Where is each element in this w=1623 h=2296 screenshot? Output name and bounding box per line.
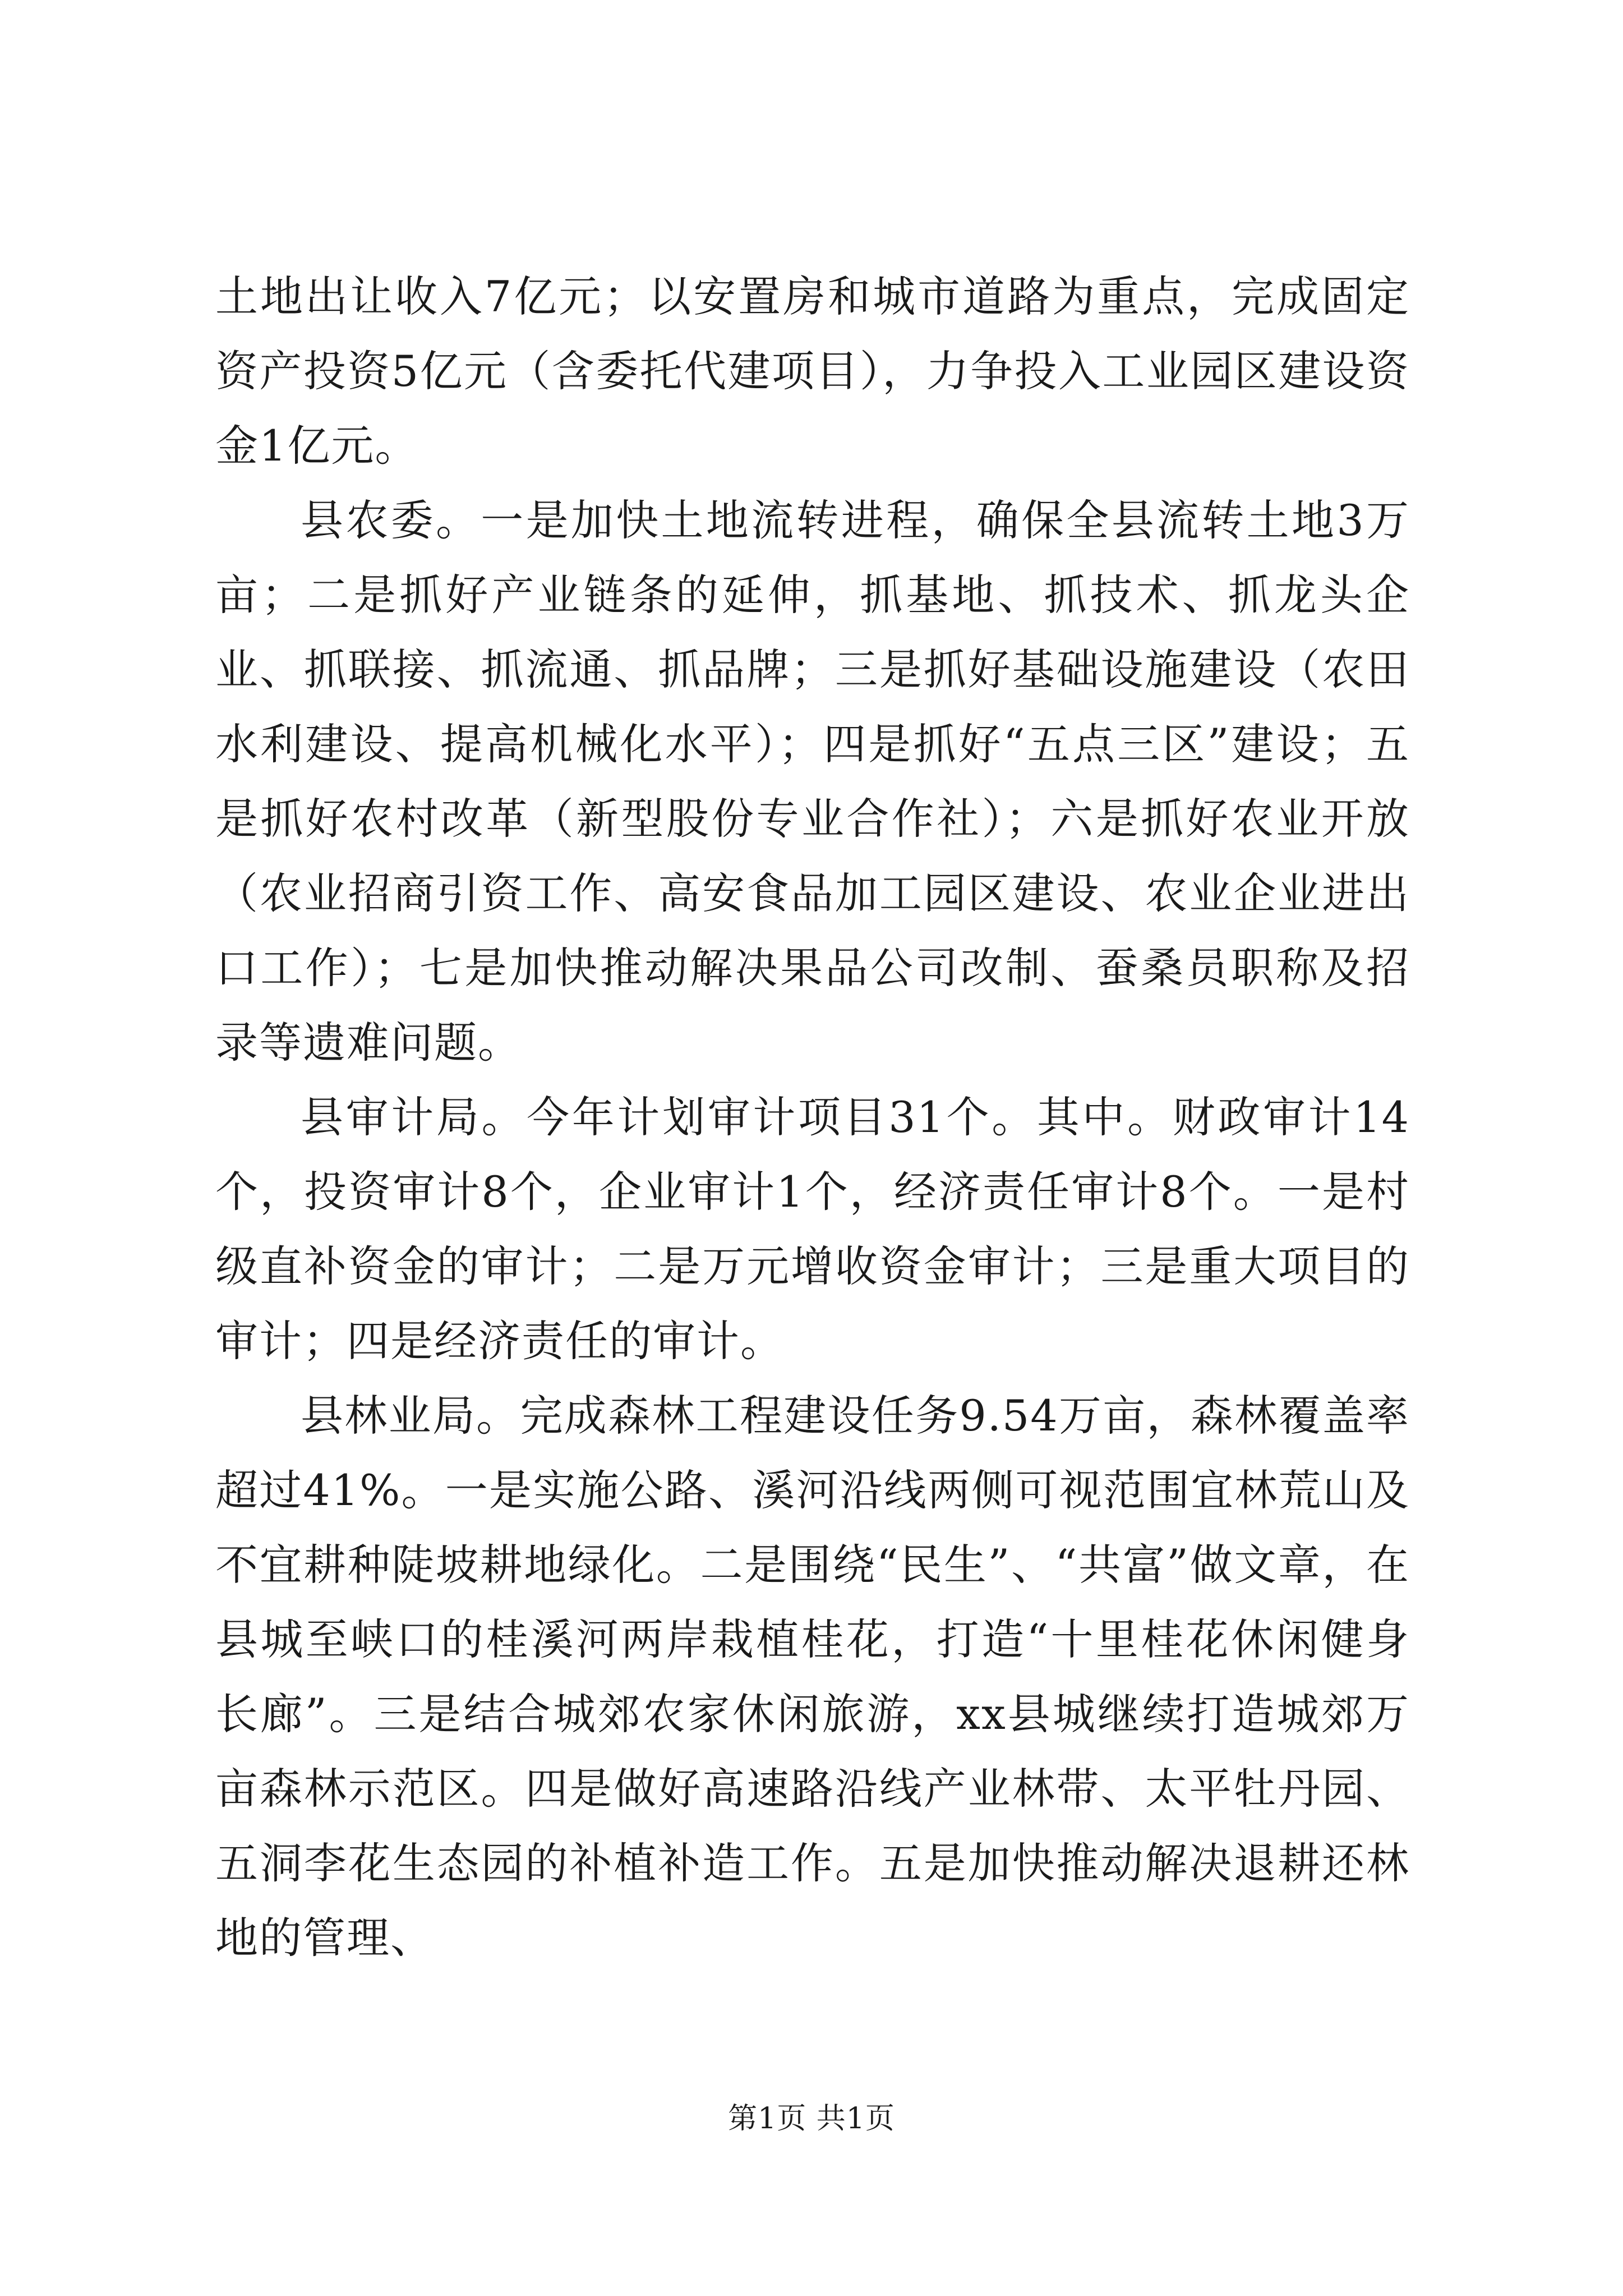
paragraph-land-revenue: 土地出让收入7亿元；以安置房和城市道路为重点，完成固定资产投资5亿元（含委托代建项目），力争投入工业园区建设资金1亿元。 xyxy=(215,272,1410,471)
paragraph-agriculture-committee: 县农委。一是加快土地流转进程，确保全县流转土地3万亩；二是抓好产业链条的延伸，抓基地、抓技术、抓龙头企业、抓联接、抓流通、抓品牌；三是抓好基础设施建设（农田水利建设、提高机械化水平）；四是抓好“五点三区”建设；五是抓好农村改革（新型股份专业合作社）；六是抓好农业开放（农业招商引资工作、高安食品加工园区建设、农业企业进出口工作）；七是加快推动解决果品公司改制、蚕桑员职称及招录等遗难问题。 xyxy=(215,495,1410,1068)
document-body xyxy=(215,259,1410,1975)
page-footer: 第1页 共1页 xyxy=(728,2102,895,2136)
paragraph-forestry-bureau: 县林业局。完成森林工程建设任务9.54万亩，森林覆盖率超过41%。一是实施公路、溪河沿线两侧可视范围宜林荒山及不宜耕种陡坡耕地绿化。二是围绕“民生”、“共富”做文章，在县城至峡口的桂溪河两岸栽植桂花，打造“十里桂花休闲健身长廊”。三是结合城郊农家休闲旅游，xx县城继续打造城郊万亩森林示范区。四是做好高速路沿线产业林带、太平牡丹园、五洞李花生态园的补植补造工作。五是加快推动解决退耕还林地的管理、 xyxy=(215,1391,1410,1963)
paragraph-audit-bureau: 县审计局。今年计划审计项目31个。其中。财政审计14个，投资审计8个，企业审计1个，经济责任审计8个。一是村级直补资金的审计；二是万元增收资金审计；三是重大项目的审计；四是经济责任的审计。 xyxy=(215,1092,1410,1366)
